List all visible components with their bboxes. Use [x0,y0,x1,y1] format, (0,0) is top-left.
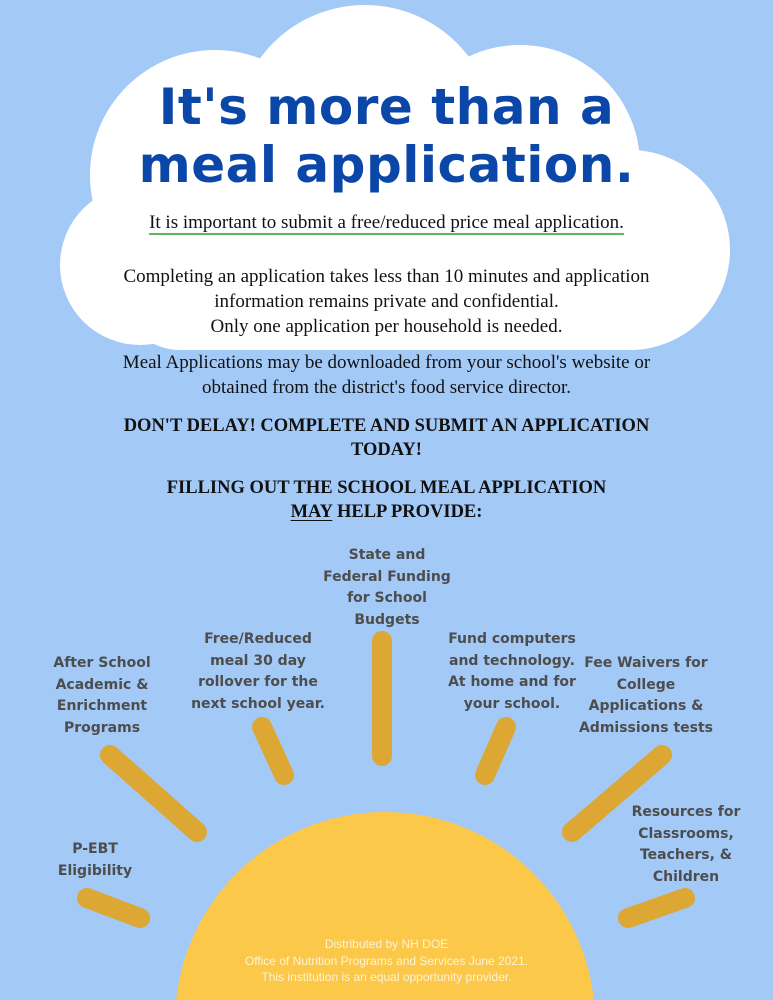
ray-far-right [628,898,685,918]
benefit-state-funding: State and Federal Funding for School Budgets [323,547,451,628]
benefit-computers: Fund computers and technology. At home and for your school. [448,631,576,712]
benefit-free-reduced: Free/Reduced meal 30 day rollover for the next school year. [191,631,325,712]
footer-line-1: Distributed by NH DOE [324,937,449,951]
ray-mid-right [485,727,506,775]
ray-left [110,755,197,832]
benefit-after-school: After School Academic & Enrichment Programs [53,655,151,736]
ray-far-left [87,898,140,918]
benefit-fee-waivers: Fee Waivers for College Applications & Admissions tests [578,655,714,736]
subtitle-text: It is important to submit a free/reduced price meal application. [149,212,624,233]
ray-mid-left [262,727,284,775]
benefits-heading-line-2 [40,500,733,524]
info-text [40,264,733,339]
info-line-1: Completing an application takes less than 10 minutes and application [123,266,650,287]
download-line-2: obtained from the district's food service director. [201,377,572,398]
call-to-action [40,414,733,462]
page-title [60,78,713,194]
title-line-1: It's more than a [158,78,615,136]
footer-credits [0,936,773,986]
benefits-heading-line-1: FILLING OUT THE SCHOOL MEAL APPLICATION [166,478,607,498]
benefit-resources: Resources for Classrooms, Teachers, & Children [631,804,741,885]
cta-line-1: DON'T DELAY! COMPLETE AND SUBMIT AN APPLICATION [123,416,650,436]
may-emphasis: MAY [290,502,333,522]
subtitle [0,212,773,234]
title-line-2: meal application. [138,136,635,194]
footer-line-3: This institution is an equal opportunity provider. [261,970,512,984]
download-text [40,350,733,400]
info-line-3: Only one application per household is needed. [210,316,563,337]
footer-line-2: Office of Nutrition Programs and Services June 2021. [244,953,529,968]
cta-line-2: TODAY! [351,440,422,460]
benefit-pebt: P-EBT Eligibility [57,841,133,879]
download-line-1: Meal Applications may be downloaded from your school's website or [122,352,651,373]
benefits-heading-rest: HELP PROVIDE: [332,502,483,522]
benefits-heading [40,476,733,524]
info-line-2: information remains private and confidential. [214,291,559,312]
